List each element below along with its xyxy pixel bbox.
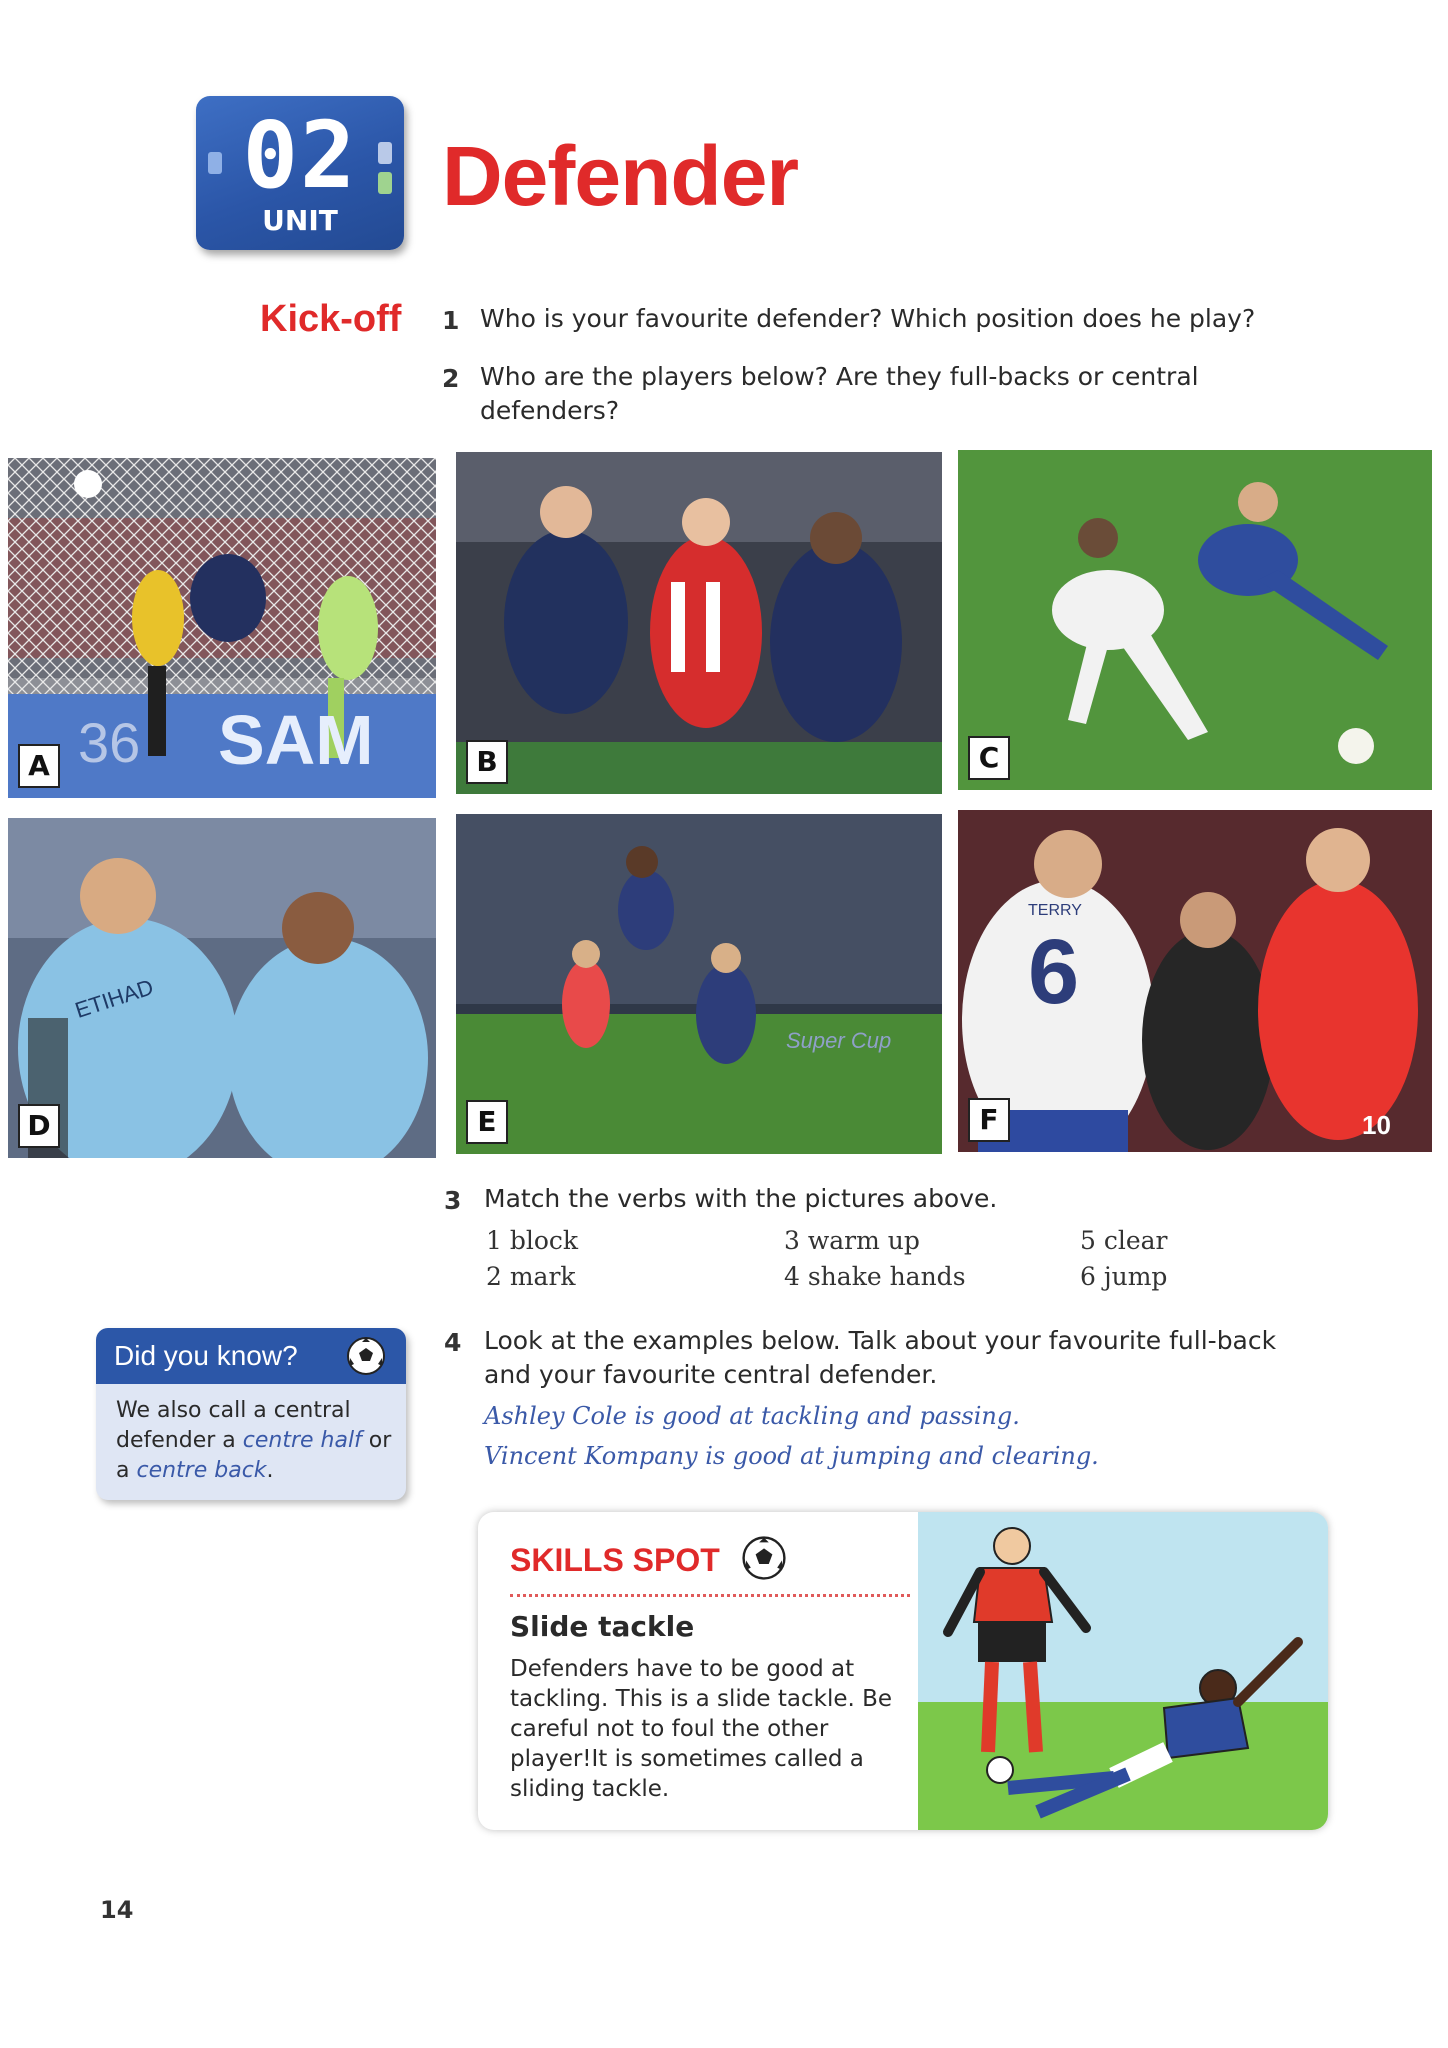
question-4-line-1: Look at the examples below. Talk about your favourite full-back — [484, 1326, 1277, 1355]
photo-e-label: E — [466, 1100, 508, 1144]
unit-label: UNIT — [262, 204, 338, 237]
photo-f-shirt-number-2: 10 — [1362, 1110, 1391, 1140]
did-you-know-text-part-2: or a — [116, 1428, 392, 1483]
example-2: Vincent Kompany is good at jumping and clearing. — [484, 1442, 1099, 1470]
question-1-number: 1 — [442, 306, 460, 335]
photo-a-label: A — [18, 744, 60, 788]
photo-e — [456, 814, 942, 1154]
unit-number: 02 — [242, 102, 358, 209]
slide-tackle-illustration — [918, 1512, 1328, 1830]
photo-e-ad-text: Super Cup — [786, 1028, 892, 1053]
did-you-know-term-2: centre back — [136, 1458, 267, 1483]
skills-spot-subtitle: Slide tackle — [510, 1610, 695, 1643]
question-1-text: Who is your favourite defender? Which position does he play? — [480, 304, 1256, 333]
photo-b-image — [456, 452, 942, 794]
photo-d-shirt-text: ETIHAD — [71, 974, 157, 1023]
verb-4: 4 shake hands — [784, 1262, 966, 1291]
question-2-number: 2 — [442, 364, 460, 393]
skills-spot-box — [478, 1512, 1328, 1830]
football-icon — [740, 1534, 788, 1582]
football-icon — [346, 1336, 386, 1376]
page-title: Defender — [442, 129, 799, 223]
photo-a-ad-text-2: 36 — [78, 711, 141, 774]
unit-badge — [196, 96, 404, 250]
question-2-line-2: defenders? — [480, 396, 620, 425]
photo-f-shirt-number: 6 — [1028, 921, 1080, 1023]
photo-d-label: D — [18, 1104, 60, 1148]
did-you-know-title: Did you know? — [114, 1340, 298, 1371]
photo-d-image — [8, 818, 436, 1158]
question-4-number: 4 — [444, 1328, 462, 1357]
photo-f — [958, 810, 1432, 1152]
kickoff-heading: Kick-off — [260, 298, 402, 340]
question-3-text: Match the verbs with the pictures above. — [484, 1184, 998, 1213]
photo-b — [456, 452, 942, 794]
verb-3: 3 warm up — [784, 1226, 920, 1255]
skills-spot-divider — [510, 1594, 910, 1597]
did-you-know-term-1: centre half — [242, 1428, 362, 1453]
skills-spot-text: Defenders have to be good at tackling. This is a slide tackle. Be careful not to foul the other player!It is sometimes called a sliding tackle. — [510, 1656, 893, 1802]
photo-c-label: C — [968, 736, 1010, 780]
photo-e-image — [456, 814, 942, 1154]
photo-c — [958, 450, 1432, 790]
photo-b-label: B — [466, 740, 508, 784]
photo-f-label: F — [968, 1098, 1010, 1142]
verb-5: 5 clear — [1080, 1226, 1168, 1255]
did-you-know-text — [116, 1396, 396, 1486]
example-1: Ashley Cole is good at tackling and passing. — [484, 1402, 1020, 1430]
verb-6: 6 jump — [1080, 1262, 1168, 1291]
did-you-know-box — [96, 1328, 406, 1500]
verb-1: 1 block — [486, 1226, 579, 1255]
photo-c-image — [958, 450, 1432, 790]
photo-f-shirt-name: TERRY — [1028, 902, 1082, 919]
photo-d — [8, 818, 436, 1158]
page-number: 14 — [100, 1896, 134, 1924]
did-you-know-text-part-3: . — [266, 1458, 274, 1483]
verb-2: 2 mark — [486, 1262, 576, 1291]
question-4-line-2: and your favourite central defender. — [484, 1360, 938, 1389]
skills-spot-title: SKILLS SPOT — [510, 1542, 720, 1578]
question-3-number: 3 — [444, 1186, 462, 1215]
photo-a-ad-text: SAM — [218, 701, 374, 779]
did-you-know-text-part-1: We also call a central defender a — [116, 1398, 351, 1453]
question-2-line-1: Who are the players below? Are they full-backs or central — [480, 362, 1199, 391]
photo-a — [8, 458, 436, 798]
